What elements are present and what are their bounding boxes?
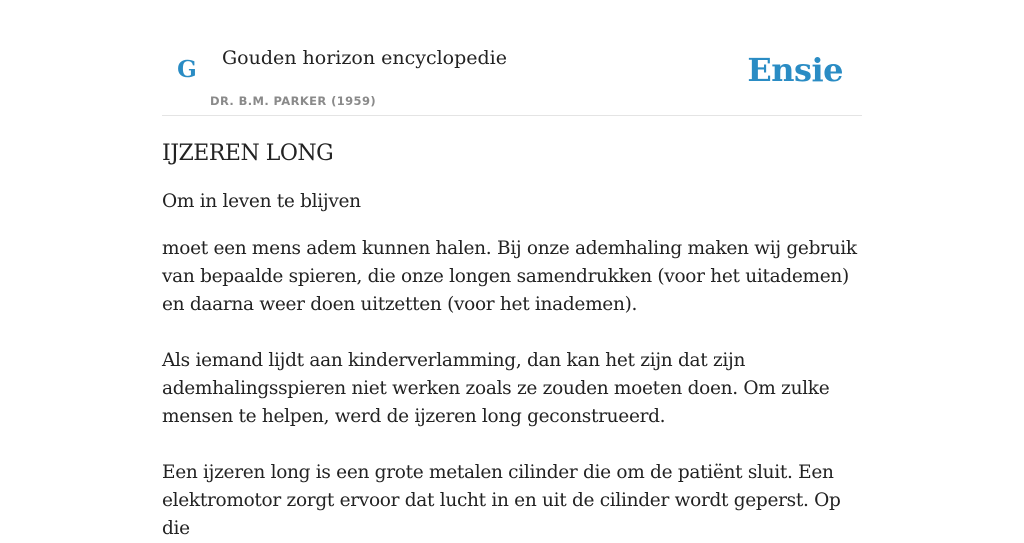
article-paragraph: Als iemand lijdt aan kinderverlamming, dan kan het zijn dat zijn ademhalingsspieren niet werken zoals ze zouden moeten doen. Om zulke mensen te helpen, werd de ijzeren long geconstrueerd. bbox=[162, 350, 830, 427]
article-title: IJZEREN LONG bbox=[162, 141, 334, 166]
article-paragraph: Een ijzeren long is een grote metalen cilinder die om de patiënt sluit. Een elektromotor zorgt ervoor dat lucht in en uit de cilinder wordt geperst. Op die bbox=[162, 462, 841, 539]
ensie-brand-link[interactable]: Ensie bbox=[747, 51, 843, 89]
encyclopedia-logo-icon[interactable]: G bbox=[177, 56, 197, 83]
encyclopedia-author: DR. B.M. PARKER (1959) bbox=[210, 94, 377, 108]
article-subtitle: Om in leven te blijven bbox=[162, 191, 361, 212]
site-header bbox=[162, 0, 862, 116]
article-paragraph: moet een mens adem kunnen halen. Bij onze ademhaling maken wij gebruik van bepaalde spieren, die onze longen samendrukken (voor het uitademen) en daarna weer doen uitzetten (voor het inademen). bbox=[162, 238, 857, 315]
encyclopedia-title[interactable]: Gouden horizon encyclopedie bbox=[222, 47, 507, 69]
article-content bbox=[162, 136, 862, 543]
